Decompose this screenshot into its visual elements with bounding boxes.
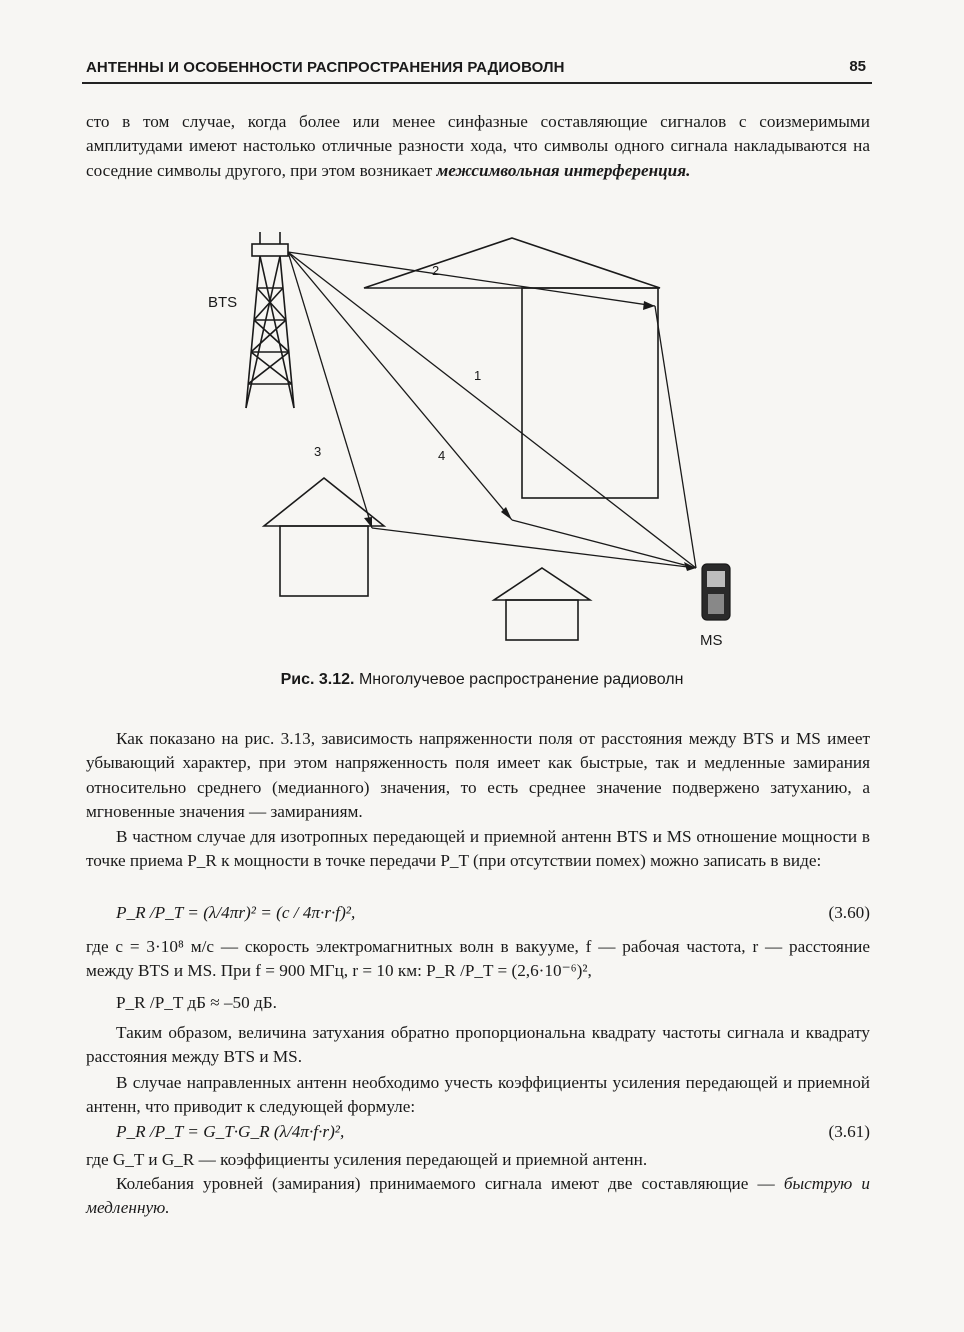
left-house-icon	[264, 478, 384, 596]
bts-label: BTS	[208, 294, 238, 311]
equation-3-60-number: (3.60)	[828, 903, 870, 922]
paragraph-fading	[86, 1172, 870, 1221]
ms-label: MS	[700, 632, 723, 649]
signal-rays	[288, 252, 696, 568]
figure-caption-text: Многолучевое распространение радиоволн	[358, 671, 684, 688]
path-label-1: 1	[474, 368, 482, 383]
page-number: 85	[849, 58, 866, 75]
figure-caption-number: Рис. 3.12.	[280, 671, 355, 688]
equation-attenuation-expression: P_R /P_T дБ ≈ –50 дБ.	[116, 993, 277, 1012]
paragraph-gain-definition: где G_T и G_R — коэффициенты усиления передающей и приемной антенн.	[86, 1150, 648, 1169]
path-label-2: 2	[432, 263, 440, 278]
page-header	[82, 56, 872, 84]
path-label-3: 3	[314, 444, 322, 459]
equation-3-61-number: (3.61)	[828, 1122, 870, 1141]
running-title: АНТЕННЫ И ОСОБЕННОСТИ РАСПРОСТРАНЕНИЯ РАДИОВОЛН	[86, 59, 565, 76]
small-house-icon	[494, 568, 590, 640]
intro-paragraph	[86, 110, 870, 183]
paragraph-fading-italic: быструю и медленную.	[86, 1174, 870, 1218]
paragraph-directional: В случае направленных антенн необходимо учесть коэффициенты усиления передающей и приемной антенн, что приводит к следующей формуле:	[86, 1073, 870, 1117]
path-label-4: 4	[438, 448, 446, 463]
bts-tower-icon	[246, 232, 294, 408]
equation-3-60	[116, 901, 870, 925]
equation-3-61	[116, 1120, 870, 1144]
multipath-figure	[200, 228, 760, 668]
ray-arrowheads	[364, 301, 696, 571]
tall-house-icon	[364, 238, 660, 498]
paragraph-fading-text: Колебания уровней (замирания) принимаемого сигнала имеют две составляющие —	[116, 1174, 784, 1193]
paragraph-conclusion: Таким образом, величина затухания обратно пропорциональна квадрату частоты сигнала и квадрату расстояния между BTS и MS.	[86, 1023, 870, 1067]
intro-text: сто в том случае, когда более или менее синфазные составляющие сигналов с соизмеримыми амплитудами имеют настолько отличные разности хода, что символы одного сигнала накладываются на соседние символы другого, при этом возникает	[86, 112, 870, 180]
paragraph-field-strength: Как показано на рис. 3.13, зависимость напряженности поля от расстояния между BTS и MS имеет убывающий характер, при этом напряженность поля имеет как быстрые, так и медленные замирания относительно среднего (медианного) значения, то есть среднее значение подвержено затуханию, а мгновенные значения — замираниям.	[86, 729, 870, 822]
figure-caption	[0, 671, 964, 689]
multipath-diagram	[200, 228, 760, 668]
equation-3-60-expression: P_R /P_T = (λ/4πr)² = (c / 4π·r·f)²,	[116, 903, 356, 922]
intro-term: межсимвольная интерференция.	[436, 160, 691, 180]
paragraph-isotropic: В частном случае для изотропных передающей и приемной антенн BTS и MS отношение мощности в точке приема P_R к мощности в точке передачи P_T (при отсутствии помех) можно записать в виде:	[86, 827, 870, 871]
equation-3-61-expression: P_R /P_T = G_T·G_R (λ/4π·f·r)²,	[116, 1122, 345, 1141]
mobile-phone-icon	[702, 564, 730, 620]
paragraph-speed-of-light: где c = 3·10⁸ м/с — скорость электромагнитных волн в вакууме, f — рабочая частота, r — расстояние между BTS и MS. При f = 900 МГц, r = 10 км: P_R /P_T = (2,6·10⁻⁶)²,	[86, 937, 870, 981]
equation-attenuation	[116, 991, 870, 1015]
